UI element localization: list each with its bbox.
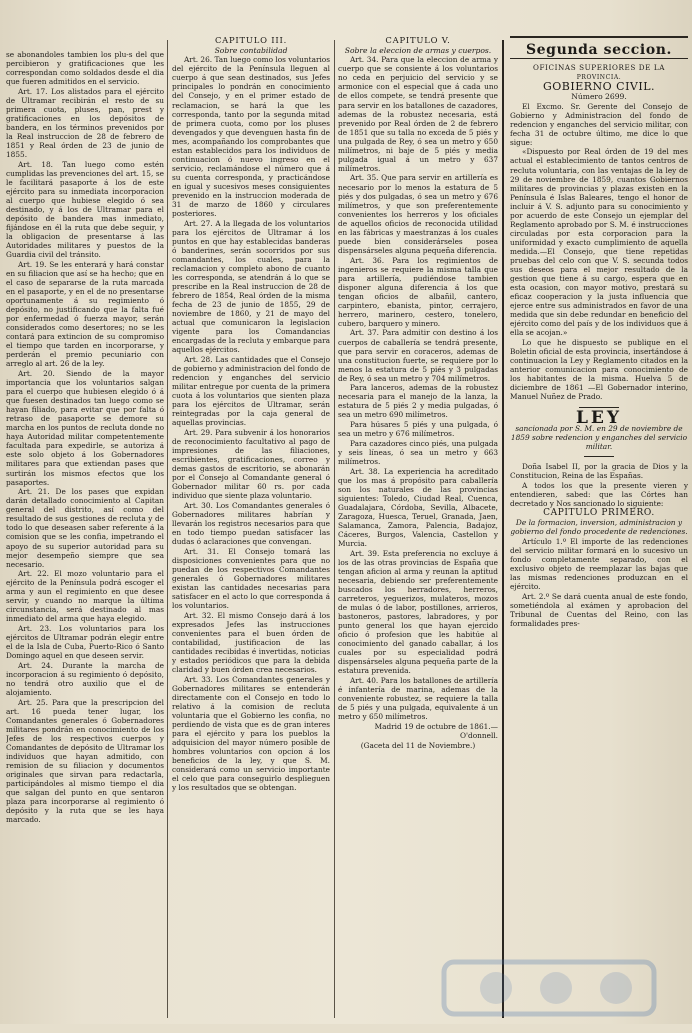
chapter-heading: CAPITULO V. xyxy=(385,36,451,45)
paragraph: Doña Isabel II, por la gracia de Dios y la Constitucion, Reina de las Españas. xyxy=(510,462,688,481)
paragraph: Art. 31. El Consejo tomará las disposiciones convenientes para que no puedan de los respectivos Comandantes generales ó Gobernadores militares existan las cantidades necesarias para satisfacer en el acto lo que corresponda á los voluntarios. xyxy=(172,546,330,611)
gazette-reference: (Gaceta del 11 de Noviembre.) xyxy=(360,740,476,750)
paragraph: Art. 37. Para admitir con destino á los cuerpos de caballería se tendrá presente, que para servir en coraceros, ademas de una constitucion fuerte, se requiere por lo menos la estatura de 5 piés y 3 pulgadas de Rey, ó sea un metro y 704 milímetros. xyxy=(338,328,498,383)
document-number: Número 2699. xyxy=(571,91,627,101)
column-1 xyxy=(6,50,164,1016)
paragraph: Art. 27. A la llegada de los voluntarios para los ejércitos de Ultramar á los puntos en que hay establecidas banderas ó banderines, serán socorridos por sus comandantes, los cuales, para la reclamacion y completo abono de cuanto les corresponda, se atendrán á lo que se prescribe en la Real instruccion de 28 de febrero de 1854, Real órden de la misma fecha de 23 de junio de 1855, 29 de noviembre de 1860, y 21 de mayo del actual que comunicaron la legislacion vigente para los Comandancias encargadas de la recluta y embarque para aquellos ejércitos. xyxy=(172,218,330,355)
paragraph: Art. 40. Para los batallones de artillería é infantería de marina, ademas de la conveniente robustez, se requiere la talla de 5 piés y una pulgada, equivalente á un metro y 650 milímetros. xyxy=(338,675,498,721)
paragraph: Art. 34. Para que la eleccion de arma y cuerpo que se consiente á los voluntarios no ceda en perjuicio del servicio y se armonice con el especial que á cada uno de ellos compete, se tendrá presente que para servir en los batallones de cazadores, ademas de la robustez necesaria, está prevenido por Real órden de 2 de febrero de 1851 que su talla no exceda de 5 piés y una pulgada de Rey, ó sea un metro y 650 milímetros, ni baje de 5 piés y media pulgada igual á un metro y 637 milímetros. xyxy=(338,55,498,173)
paragraph: El Excmo. Sr. Gerente del Consejo de Gobierno y Administracion del fondo de redencion y enganches del servicio militar, con fecha 31 de octubre último, me dice lo que sigue: xyxy=(510,101,688,147)
office-heading: OFICINAS SUPERIORES DE LA xyxy=(532,63,666,73)
paragraph: Art. 32. El mismo Consejo dará á los expresados Jefes las instrucciones convenientes para el buen órden de contabilidad, justificacion de las cantidades recibidas é invertidas, noticias y estados periódicos que para la debida claridad y buen órden crea necesarios. xyxy=(172,610,330,674)
chapter-subheading: De la formacion, inversion, administracion y gobierno del fondo procedente de redenciones. xyxy=(510,518,688,537)
paragraph: Art. 17. Los alistados para el ejército de Ultramar recibirán el resto de su primera cuota, pluses, pan, prest y gratificaciones en los depósitos de bandera, en los términos prevenidos por la Real instruccion de 28 de febrero de 1851 y Real órden de 23 de junio de 1855. xyxy=(6,86,164,160)
section-rule xyxy=(510,36,688,38)
paragraph: Art. 21. De los pases que expidan darán detallado conocimiento al Capitan general del distrito, así como del resultado de sus gestiones de recluta y de todo lo que deseasen saber referente á la comision que se les confia, impetrando el apoyo de su superior autoridad para su mejor desempeño siempre que sea necesario. xyxy=(6,487,164,569)
column-2 xyxy=(172,36,330,1016)
paragraph: Art. 26. Tan luego como los voluntarios del ejército de la Península lleguen al cuerpo á que sean destinados, sus Jefes principales lo pondrán en conocimiento del Consejo, y en el primer estado de reclamacion, se hará la que les corresponda, tanto por la segunda mitad de primera cuota, como por los pluses devengados y que devenguen hasta fin de mes, acompañando los comprobantes que estan establecidos para los individuos de continuacion ó nuevo ingreso en el servicio, reclamándose el número que á su cuenta corresponda, y practicándose en igual y sucesivos meses consiguientes prevenido en la instruccion moderada de 31 de marzo de 1860 y circulares posteriores. xyxy=(172,55,330,219)
signature-date: Madrid 19 de octubre de 1861.— xyxy=(374,721,498,731)
paragraph: Art. 36. Para los regimientos de ingenieros se requiere la misma talla que para artillería, pudiéndose tambien disponer alguna diferencia á los que tengan oficios de albañil, cantero, carpintero, ebanista, pintor, cerrajero, herrero, marinero, cestero, tonelero, cubero, barquero y minero. xyxy=(338,255,498,328)
paragraph: Para cazadores cinco piés, una pulgada y seis líneas, ó sea un metro y 663 milímetros. xyxy=(338,438,498,466)
gobierno-heading: GOBIERNO CIVIL. xyxy=(542,80,656,94)
paragraph: Art. 19. Se les enterará y hará constar en su filiacion que así se ha hecho; que en el caso de separarse de la ruta marcada en el pasaporte, y en el de no presentarse oportunamente á su regimiento ó depósito, no justificando que la falta fué por enfermedad ó fuerza mayor, serán considerados como desertores; no se les contará para extincion de su compromiso el tiempo que tarden en incorporarse, y perderán el premio pecuniario con arreglo al art. 26 de la ley. xyxy=(6,259,164,369)
paragraph: A todos los que la presente vieren y entendieren, sabed: que las Córtes han decretado y Nos sancionado lo siguiente: xyxy=(510,480,688,508)
paragraph: Art. 22. El mozo voluntario para el ejército de la Península podrá escoger el arma y aun el regimiento en que desee servir, y cuando no marque la última circunstancia, será destinado al mas inmediato del arma que haya elegido. xyxy=(6,569,164,624)
column-rule xyxy=(167,40,168,1018)
chapter-heading: CAPITULO PRIMERO. xyxy=(543,507,655,518)
divider xyxy=(584,456,614,457)
paragraph: Art. 25. Para que la prescripcion del art. 16 pueda tener lugar, los Comandantes generales ó Gobernadores militares pondrán en conocimiento de los Jefes de los respectivos cuerpos y Comandantes de depósito de Ultramar los individuos que hayan admitido, con remision de su filiacion y documentos originales que sirvan para redactarla, participándoles al mismo tiempo el dia que salgan del punto en que sentaron plaza para incorporarse al regimiento ó depósito y la ruta que se les haya marcado. xyxy=(6,697,164,825)
paragraph: Art. 18. Tan luego como estén cumplidas las prevenciones del art. 15, se le facilitará pasaporte á los de este ejército para su inmediata incorporacion al cuerpo que hubiese elegido ó sea destinado, y á los de Ultramar para el depósito de bandera mas inmediato, fijándose en él la ruta que debe seguir, y la obligacion de presentarse á las Autoridades militares y puestos de la Guardia civil del tránsito. xyxy=(6,159,164,260)
paragraph: Art. 2.º Se dará cuenta anual de este fondo, sometiéndola al exámen y aprobacion del Tribunal de Cuentas del Reino, con las formalidades pres- xyxy=(510,591,688,628)
chapter-subheading: Sobre contabilidad xyxy=(214,45,288,55)
chapter-heading: CAPITULO III. xyxy=(214,36,288,45)
paragraph: Art. 33. Los Comandantes generales y Gobernadores militares se entenderán directamente con el Consejo en todo lo relativo á la comision de recluta voluntaria que el Gobierno les confia, no perdiendo de vista que es de gran interes para el ejército y para los pueblos la adquisicion del mayor número posible de hombres voluntarios con opcion á los beneficios de la ley, y que S. M. considerará como un servicio importante el celo que para conseguirlo desplieguen y los resultados que se obtengan. xyxy=(172,674,330,793)
paragraph: Art. 28. Las cantidades que el Consejo de gobierno y administracion del fondo de redencion y enganches del servicio militar entregue por cuenta de la primera cuota á los voluntarios que sienten plaza para los ejércitos de Ultramar, serán reintegradas por la caja general de aquellas provincias. xyxy=(172,355,330,428)
paragraph: Art. 39. Esta preferencia no excluye á los de las otras provincias de España que tengan aficion al arma y reunan la aptitud necesaria, debiendo ser preferentemente buscados los herradores, herreros, carreteros, yeguerizos, mulateros, mozos de mulas ó de labor, postillones, arrieros, bastoneros, pastores, labradores, y por punto general los que hayan ejercido oficio ó profesion que les habitúe al conocimiento del ganado caballar, á los cuales por su especialidad podrá dispensárseles alguna pequeña parte de la estatura prevenida. xyxy=(338,548,498,676)
column-rule xyxy=(334,40,335,1018)
section-title: Segunda seccion. xyxy=(525,42,673,58)
ley-title: LEY xyxy=(575,408,623,429)
signature-name: O'donnell. xyxy=(460,731,498,741)
paragraph: Art. 29. Para subvenir á los honorarios de reconocimiento facultativo al pago de impresiones de las filiaciones, escribientes, gratificaciones, correo y demas gastos de escritorio, se abonarán por el Consejo al Comandante general ó Gobernador militar 60 rs. por cada individuo que siente plaza voluntario. xyxy=(172,427,330,501)
paragraph: «Dispuesto por Real órden de 19 del mes actual el establecimiento de tantos centros de recluta voluntaria, con las ventajas de la ley de 29 de noviembre de 1859, cuantos Gobiernos militares de provincias y plazas existen en la Península é Islas Baleares, tengo el honor de incluir á V. S. adjunto para su conocimiento y por acuerdo de este Consejo un ejemplar del Reglamento aprobado por S. M. é instrucciones circuladas por esta corporacion para la uniformidad y exacto cumplimiento de aquella medida.—El Consejo, que tiene repetidas pruebas del celo con que V. S. secunda todos sus deseos para el mejor resultado de la gestion que tiene á su cargo, espera que en esta ocasion, con mayor motivo, prestará su eficaz cooperacion y la justa influencia que ejerce entre sus administrados en favor de una medida que sin debe redundar en beneficio del ejército como del país y de los individuos que á ella se acojan.» xyxy=(510,147,688,338)
paragraph: Para húsares 5 piés y una pulgada, ó sea un metro y 676 milímetros. xyxy=(338,420,498,439)
ley-subtitle: sancionada por S. M. en 29 de noviembre de 1859 sobre redencion y enganches del servicio militar. xyxy=(510,423,688,452)
column-rule xyxy=(502,40,504,1018)
section-rule xyxy=(510,58,688,59)
paragraph: se abonandoles tambien los plu-s del que percibieron y gratificaciones que les correspondan como soldados desde el dia que fueren admitidos en el servicio. xyxy=(6,50,164,87)
office-subheading: PROVINCIA. xyxy=(576,73,622,81)
paragraph: Artículo 1.º El importe de las redenciones del servicio militar formará en lo sucesivo un fondo completamente separado, con el exclusivo objeto de reemplazar las bajas que las mismas redenciones produzcan en el ejército. xyxy=(510,536,688,592)
paragraph: Art. 20. Siendo de la mayor importancia que los voluntarios salgan para el cuerpo que hubiesen elegido ó á que fuesen destinados tan luego como se hayan filiado, para evitar que por falta ó retraso de pasaporte se demore su marcha en los puntos de recluta donde no haya Autoridad militar competentemente facultada para expedirle, se autoriza á este solo objeto á los Gobernadores militares para que extiendan pases que surtirán los mismos efectos que los pasaportes. xyxy=(6,369,164,487)
column-4 xyxy=(510,36,688,1016)
column-3 xyxy=(338,36,498,1016)
chapter-subheading: Sobre la eleccion de armas y cuerpos. xyxy=(344,45,492,55)
paragraph: Art. 24. Durante la marcha de incorporacion á su regimiento ó depósito, no tendrá otro auxilio que el de alojamiento. xyxy=(6,660,164,698)
paragraph: Para lanceros, ademas de la robustez necesaria para el manejo de la lanza, la estatura de 5 piés 2 y media pulgadas, ó sea un metro 690 milímetros. xyxy=(338,383,498,420)
paragraph: Art. 30. Los Comandantes generales ó Gobernadores militares habrían y llevarán los registros necesarios para que en todo tiempo puedan satisfacer las dudas ó aclaraciones que convengan. xyxy=(172,500,330,547)
paragraph: Art. 38. La experiencia ha acreditado que los mas á propósito para caballería son los naturales de las provincias siguientes: Toledo, Ciudad Real, Cuenca, Guadalajara, Córdoba, Sevilla, Albacete, Zaragoza, Huesca, Teruel, Granada, Jaen, Salamanca, Zamora, Palencia, Badajoz, Cáceres, Burgos, Valencia, Castellon y Murcia. xyxy=(338,466,498,548)
paragraph: Art. 23. Los voluntarios para los ejércitos de Ultramar podrán elegir entre el de la Isla de Cuba, Puerto-Rico ó Santo Domingo aquel en que deseen servir. xyxy=(6,624,164,661)
paragraph: Art. 35. Que para servir en artillería es necesario por lo menos la estatura de 5 piés y dos pulgadas, ó sea un metro y 676 milímetros, y que son preferentemente convenientes los herreros y los oficiales de aquellos oficios de reconocida utilidad en las fábricas y maestranzas á los cuales puede bien considerárseles posea dispensárseles alguna pequeña diferencia. xyxy=(338,173,498,255)
paragraph: Lo que he dispuesto se publique en el Boletin oficial de esta provincia, insertándose á continuacion la Ley y Reglamento citados en la anterior comunicacion para conocimiento de los habitantes de la misma. Huelva 5 de diciembre de 1861 —El Gobernador interino, Manuel Nuñez de Prado. xyxy=(510,338,688,402)
